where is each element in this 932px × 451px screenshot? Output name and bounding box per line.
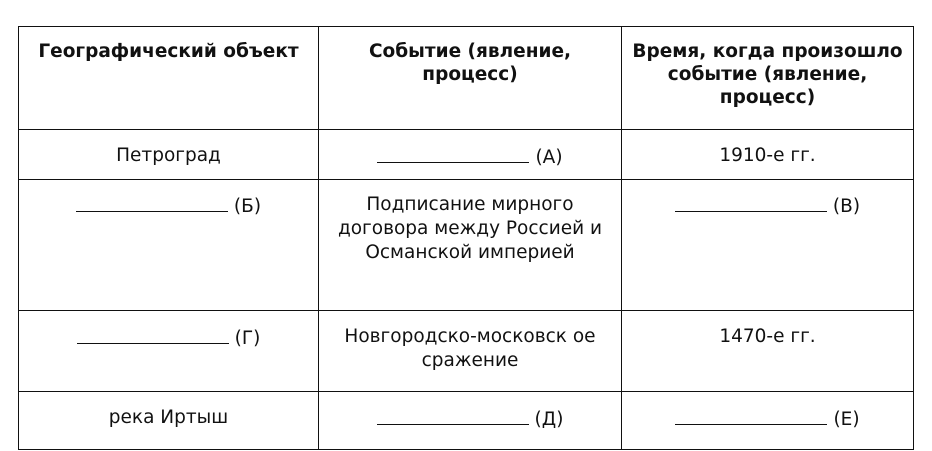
cell-event xyxy=(319,180,622,311)
header-geographic-object: Географический объект xyxy=(19,27,319,130)
answer-blank-v[interactable] xyxy=(675,193,827,212)
cell-text: Подписание мирного договора между Россией и Османской империей xyxy=(337,194,603,263)
cell-event xyxy=(319,311,622,392)
cell-text: Новгородско-московск ое сражение xyxy=(344,326,596,371)
cell-event xyxy=(319,130,622,180)
blank-marker: (А) xyxy=(535,147,563,168)
blank-marker: (Д) xyxy=(534,409,564,430)
answer-blank-d[interactable] xyxy=(377,406,529,425)
table-row xyxy=(19,130,914,180)
blank-marker: (В) xyxy=(832,196,861,217)
header-row xyxy=(19,27,914,130)
answer-blank-g[interactable] xyxy=(77,325,229,344)
table-row xyxy=(19,392,914,450)
blank-marker: (Г) xyxy=(234,328,261,349)
cell-text: Петроград xyxy=(116,145,221,166)
cell-time xyxy=(622,311,914,392)
answer-blank-e[interactable] xyxy=(675,406,827,425)
header-time: Время, когда произошло событие (явление, процесс) xyxy=(622,27,914,130)
blank-marker: (Е) xyxy=(833,409,860,430)
cell-time xyxy=(622,130,914,180)
blank-marker: (Б) xyxy=(233,196,262,217)
header-event: Событие (явление, процесс) xyxy=(319,27,622,130)
answer-blank-a[interactable] xyxy=(377,144,529,163)
cell-text: 1470-е гг. xyxy=(719,326,816,347)
cell-object xyxy=(19,392,319,450)
cell-time xyxy=(622,180,914,311)
cell-event xyxy=(319,392,622,450)
cell-text: река Иртыш xyxy=(108,407,229,428)
answer-table xyxy=(18,26,914,450)
cell-text: 1910-е гг. xyxy=(719,145,816,166)
table-row xyxy=(19,180,914,311)
cell-object xyxy=(19,180,319,311)
cell-object xyxy=(19,311,319,392)
table-row xyxy=(19,311,914,392)
cell-object xyxy=(19,130,319,180)
answer-blank-b[interactable] xyxy=(76,193,228,212)
cell-time xyxy=(622,392,914,450)
